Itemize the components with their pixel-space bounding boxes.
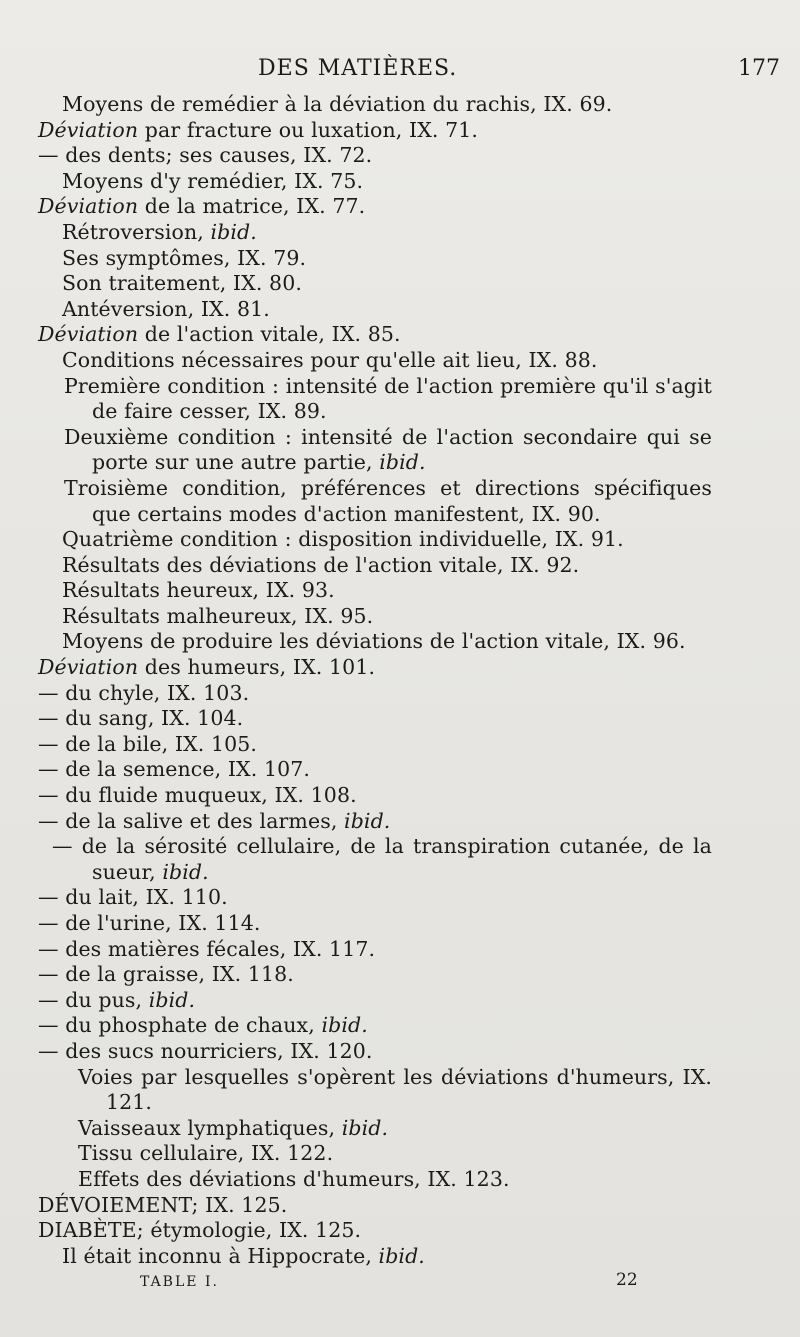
index-entry (0, 374, 800, 425)
entry-text: Voies par lesquelles s'opèrent les déviations d'humeurs, IX. 121. (78, 1064, 712, 1115)
entry-text: Moyens d'y remédier, IX. 75. (62, 168, 364, 193)
index-entry (0, 118, 800, 144)
italic-term: ibid. (148, 987, 196, 1012)
entry-text: Effets des déviations d'humeurs, IX. 123. (78, 1166, 510, 1191)
index-entry (0, 1039, 800, 1065)
index-entry (0, 143, 800, 169)
entry-text: de la matrice, IX. 77. (138, 194, 366, 219)
index-entry (0, 809, 800, 835)
entry-text: Quatrième condition : disposition individuelle, IX. 91. (62, 527, 624, 552)
index-entry (0, 1141, 800, 1167)
page-number: 177 (738, 56, 780, 81)
index-entry (0, 169, 800, 195)
index-entry (0, 1167, 800, 1193)
entry-text: — du sang, IX. 104. (38, 706, 244, 731)
index-entry (0, 732, 800, 758)
entry-text: Tissu cellulaire, IX. 122. (78, 1141, 334, 1166)
entry-text: — des dents; ses causes, IX. 72. (38, 143, 373, 168)
entry-text: Son traitement, IX. 80. (62, 271, 302, 296)
entry-text: — de l'urine, IX. 114. (38, 911, 261, 935)
entry-text: — du phosphate de chaux, (38, 1013, 322, 1038)
index-entry (0, 655, 800, 681)
index-entry (0, 348, 800, 374)
index-entry (0, 578, 800, 604)
entry-text: DÉVOIEMENT; IX. 125. (38, 1192, 288, 1217)
entry-text: — de la salive et des larmes, (38, 808, 345, 833)
index-entry (0, 681, 800, 707)
entry-text: Ses symptômes, IX. 79. (62, 245, 307, 270)
entry-text: Résultats heureux, IX. 93. (62, 578, 335, 603)
index-entry (0, 220, 800, 246)
italic-term: Déviation (38, 655, 139, 680)
italic-term: ibid. (210, 219, 257, 244)
index-entry (0, 246, 800, 272)
entry-text: de l'action vitale, IX. 85. (138, 322, 401, 347)
entry-text: Troisième condition, préférences et directions spécifiques que certains modes d'action manifestent, IX. 90. (64, 475, 712, 526)
entry-text: Première condition : intensité de l'action première qu'il s'agit de faire cesser, IX. 89. (64, 373, 712, 424)
index-entry (0, 629, 800, 655)
index-entry (0, 757, 800, 783)
entry-text: Moyens de produire les déviations de l'action vitale, IX. 96. (62, 629, 686, 654)
entry-text: Résultats malheureux, IX. 95. (62, 603, 374, 628)
index-entries (0, 92, 800, 1269)
index-entry (0, 962, 800, 988)
index-entry (0, 527, 800, 553)
entry-text: DIABÈTE; étymologie, IX. 125. (38, 1218, 362, 1243)
entry-text: des humeurs, IX. 101. (138, 655, 376, 680)
italic-term: ibid. (341, 1115, 389, 1140)
entry-text: — de la graisse, IX. 118. (38, 962, 294, 987)
entry-text: Deuxième condition : intensité de l'action secondaire qui se porte sur une autre partie, (64, 424, 712, 475)
index-entry (0, 1193, 800, 1219)
entry-text: — de la sérosité cellulaire, de la transpiration cutanée, de la sueur, (52, 834, 712, 884)
index-entry (0, 476, 800, 527)
index-entry (0, 834, 800, 885)
index-entry (0, 604, 800, 630)
entry-text: — de la bile, IX. 105. (38, 731, 258, 756)
entry-text: — du chyle, IX. 103. (38, 680, 250, 705)
index-entry (0, 783, 800, 809)
page-header (0, 52, 800, 92)
index-entry (0, 1065, 800, 1116)
index-entry (0, 271, 800, 297)
index-entry (0, 937, 800, 963)
entry-text: — du fluide muqueux, IX. 108. (38, 783, 357, 808)
index-entry (0, 706, 800, 732)
entry-text: Il était inconnu à Hippocrate, (62, 1243, 379, 1268)
index-entry (0, 988, 800, 1014)
index-entry (0, 911, 800, 937)
index-entry (0, 92, 800, 118)
italic-term: ibid. (162, 859, 209, 884)
index-entry (0, 297, 800, 323)
running-title: DES MATIÈRES. (258, 56, 458, 81)
entry-text: Antéversion, IX. 81. (62, 296, 270, 321)
index-entry (0, 1244, 800, 1270)
index-entry (0, 322, 800, 348)
index-entry (0, 553, 800, 579)
entry-text: Vaisseaux lymphatiques, (78, 1115, 342, 1140)
entry-text: Moyens de remédier à la déviation du rachis, IX. 69. (62, 92, 613, 116)
entry-text: — de la semence, IX. 107. (38, 757, 311, 782)
italic-term: Déviation (38, 322, 139, 347)
italic-term: ibid. (344, 808, 391, 833)
index-entry (0, 425, 800, 476)
italic-term: ibid. (378, 1243, 425, 1268)
index-entry (0, 1116, 800, 1142)
italic-term: ibid. (379, 450, 426, 475)
entry-text: par fracture ou luxation, IX. 71. (138, 117, 479, 142)
index-entry (0, 885, 800, 911)
index-entry (0, 194, 800, 220)
italic-term: Déviation (38, 117, 139, 142)
entry-text: Conditions nécessaires pour qu'elle ait lieu, IX. 88. (62, 347, 598, 372)
printer-signature: TABLE I. (140, 1274, 219, 1290)
entry-text: — des matières fécales, IX. 117. (38, 936, 376, 961)
entry-text: Résultats des déviations de l'action vitale, IX. 92. (62, 552, 580, 577)
entry-text: — du lait, IX. 110. (38, 885, 228, 910)
index-entry (0, 1218, 800, 1244)
page-footer (0, 1272, 800, 1302)
italic-term: Déviation (38, 194, 139, 219)
index-entry (0, 1013, 800, 1039)
entry-text: — des sucs nourriciers, IX. 120. (38, 1038, 373, 1063)
sheet-number: 22 (616, 1270, 638, 1290)
italic-term: ibid. (321, 1013, 368, 1038)
entry-text: Rétroversion, (62, 219, 211, 244)
entry-text: — du pus, (38, 987, 149, 1012)
